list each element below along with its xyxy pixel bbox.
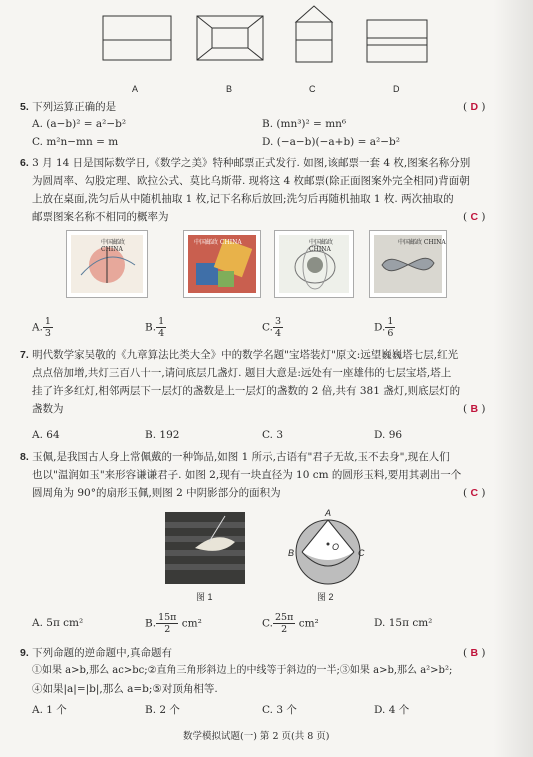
q6-option-a: A. $\frac{1}{3}$: [32, 316, 51, 339]
fig1-caption: 图 1: [196, 592, 213, 602]
fig2-caption: 图 2: [317, 592, 334, 602]
figure-b: [197, 16, 263, 60]
point-a: A: [325, 508, 332, 518]
sector-diagram: [288, 510, 368, 588]
q6-line2: 为圆周率、勾股定理、欧拉公式、莫比乌斯带. 现将这 4 枚邮票(除正面图案外完全相同)背面朝: [32, 175, 470, 187]
q7-line4: 盏数为: [32, 403, 64, 415]
q5-option-a: A. (a−b)² = a²−b²: [32, 118, 127, 130]
page-edge-shadow: [493, 0, 533, 757]
top-figures: [0, 0, 533, 100]
q8-line3: 圆周角为 90°的扇形玉佩,则图 2 中阴影部分的面积为: [32, 487, 281, 499]
q6-line3: 上放在桌面,洗匀后从中随机抽取 1 枚,记下名称后放回;洗匀后再随机抽取 1 枚. 两次抽取的: [32, 193, 454, 205]
q9-option-b: B. 2 个: [145, 704, 180, 716]
point-o: O: [332, 542, 340, 552]
stamp-euler: 中国邮政 CHINA: [274, 230, 354, 298]
q6-line4: 邮票图案名称不相同的概率为: [32, 211, 169, 223]
figure-label-b: B: [226, 84, 233, 94]
q6-line1: 6. 3 月 14 日是国际数学日,《数学之美》特种邮票正式发行. 如图,该邮票一套 4 枚,图案名称分别: [20, 157, 471, 169]
q7-option-b: B. 192: [145, 429, 180, 441]
q5-option-d: D. (−a−b)(−a+b) = a²−b²: [262, 136, 400, 148]
q5-answer: ( D ): [463, 101, 486, 113]
q7-option-d: D. 96: [374, 429, 403, 441]
q9-answer: ( B ): [463, 647, 486, 659]
q7-answer: ( B ): [463, 403, 486, 415]
q9-option-a: A. 1 个: [32, 704, 67, 716]
q9-option-d: D. 4 个: [374, 704, 410, 716]
q8-line1: 8. 玉佩,是我国古人身上常佩戴的一种饰品,如图 1 所示,古语有"君子无故,玉不去身",现在人们: [20, 451, 450, 463]
q9-line2: ①如果 a>b,那么 ac>bc;②直角三角形斜边上的中线等于斜边的一半;③如果 a>b,那么 a²>b²;: [32, 665, 453, 676]
q7-option-a: A. 64: [32, 429, 60, 441]
q7-line3: 挂了许多红灯,相邻两层下一层灯的盏数是上一层灯的盏数的 2 倍,共有 381 盏灯,则底层灯的: [32, 385, 461, 397]
q5-option-c: C. m²n−mn = m: [32, 136, 119, 148]
q7-option-c: C. 3: [262, 429, 284, 441]
q8-option-a: A. 5π cm²: [32, 617, 84, 629]
q8-option-d: D. 15π cm²: [374, 617, 433, 629]
page-footer: 数学模拟试题(一) 第 2 页(共 8 页): [183, 731, 330, 742]
q7-line2: 点点倍加增,共灯三百八十一,请问底层几盏灯. 题目大意是:远处有一座雄伟的七层宝塔,塔上: [32, 367, 452, 379]
figure-label-c: C: [309, 84, 316, 94]
q9-line3: ④如果|a|=|b|,那么 a=b;⑤对顶角相等.: [32, 683, 218, 695]
q6-option-b: B. $\frac{1}{4}$: [145, 316, 165, 339]
figure-label-a: A: [132, 84, 139, 94]
figure-label-d: D: [393, 84, 400, 94]
q7-line1: 7. 明代数学家吴敬的《九章算法比类大全》中的数学名题"宝塔装灯"原文:远望巍巍塔七层,红光: [20, 349, 459, 361]
figure-a: [103, 16, 171, 60]
figure-c: [296, 6, 332, 22]
q5-stem: 5. 下列运算正确的是: [20, 101, 117, 113]
q6-option-c: C. $\frac{3}{4}$: [262, 316, 282, 339]
point-c: C: [358, 548, 365, 558]
q9-stem: 9. 下列命题的逆命题中,真命题有: [20, 647, 172, 659]
q6-option-d: D. $\frac{1}{6}$: [374, 316, 394, 339]
jade-photo: [165, 512, 245, 584]
stamp-pi: 中国邮政 CHINA: [66, 230, 148, 298]
stamp-mobius: 中国邮政 CHINA: [369, 230, 447, 298]
stamp-pythagoras: 中国邮政 CHINA: [183, 230, 261, 298]
figure-d: [367, 20, 427, 62]
q8-line2: 也以"温润如玉"来形容谦谦君子. 如图 2,现有一块直径为 10 cm 的圆形玉料,要用其剥出一个: [32, 469, 462, 481]
q5-option-b: B. (mn³)² = mn⁶: [262, 118, 347, 130]
q8-option-b: B. $\frac{15\pi}{2}$ cm²: [145, 612, 202, 635]
q8-answer: ( C ): [463, 487, 486, 499]
q8-option-c: C. $\frac{25\pi}{2}$ cm²: [262, 612, 319, 635]
q6-answer: ( C ): [463, 211, 486, 223]
q9-option-c: C. 3 个: [262, 704, 297, 716]
point-b: B: [288, 548, 295, 558]
